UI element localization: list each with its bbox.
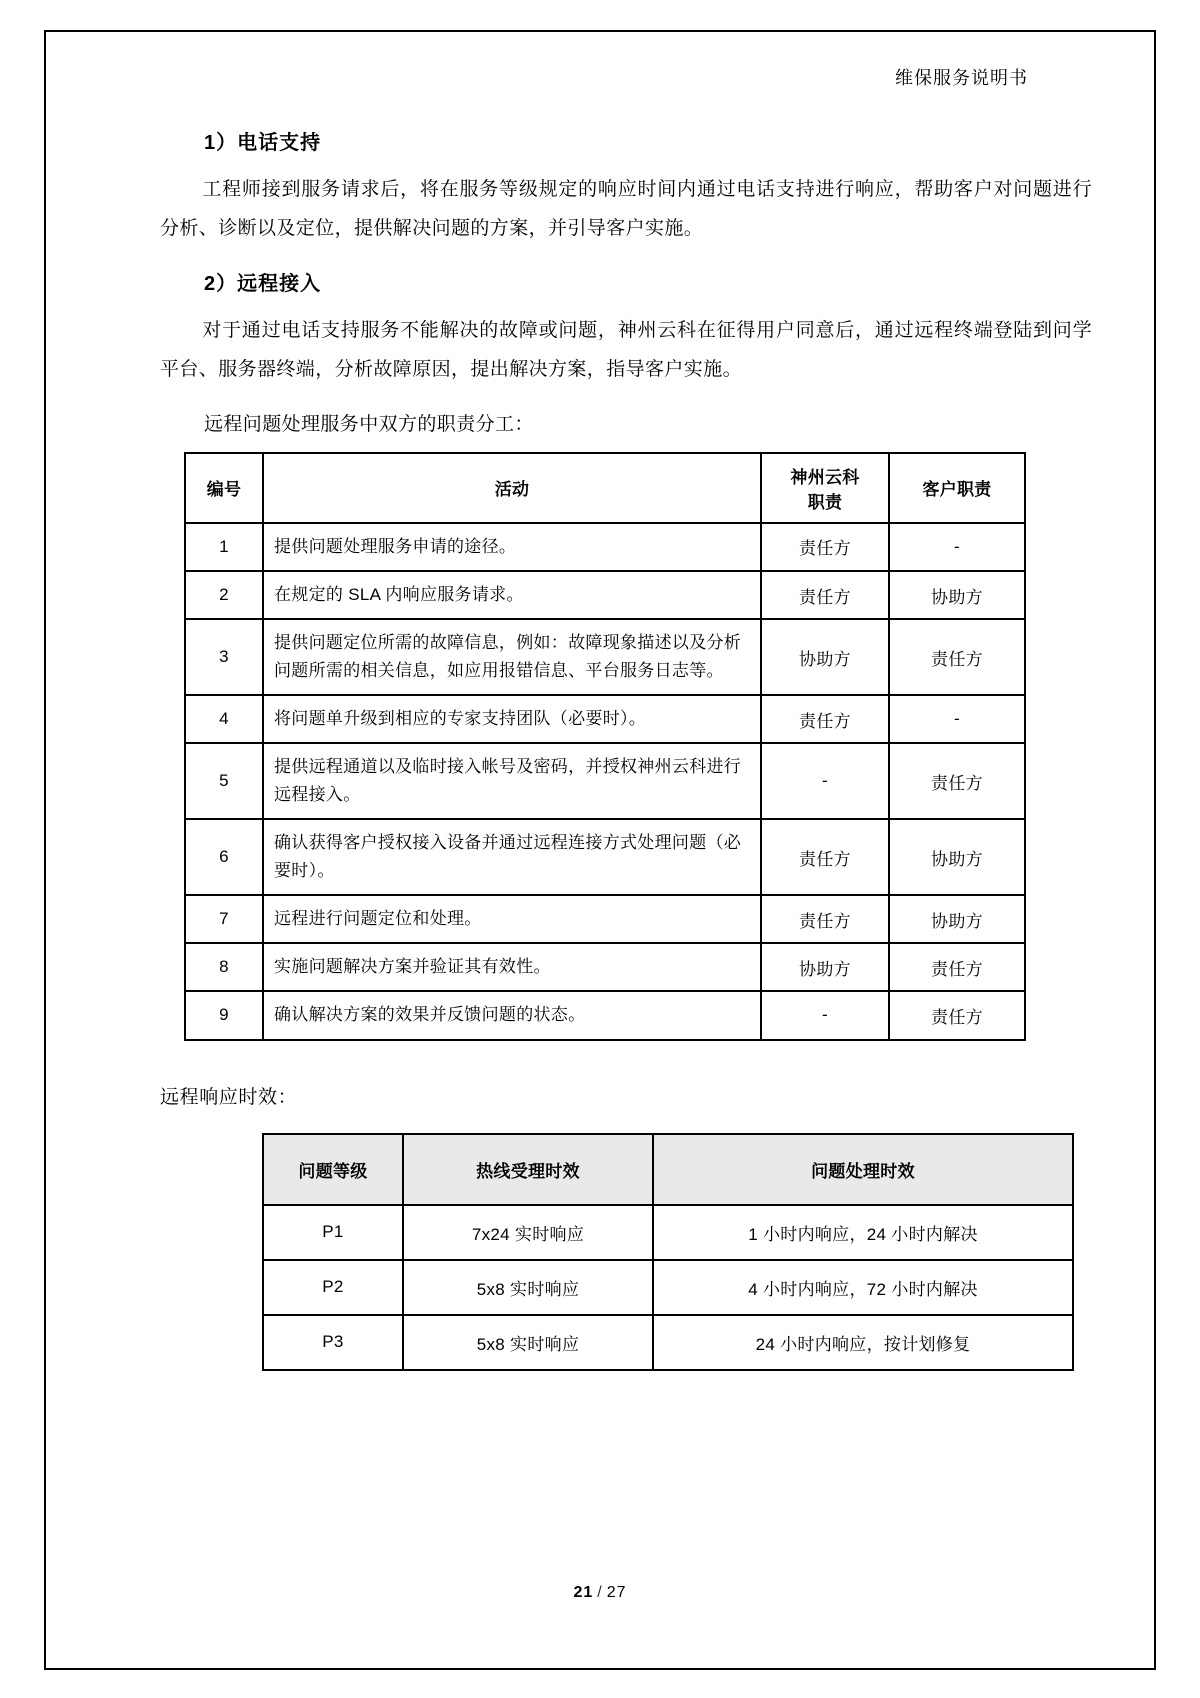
row-customer: 责任方 — [889, 991, 1025, 1039]
row-no: 7 — [185, 895, 263, 943]
section-paragraph-phone-support — [112, 171, 1092, 249]
row-customer: 责任方 — [889, 743, 1025, 819]
row-customer: 协助方 — [889, 571, 1025, 619]
page-content — [112, 64, 1092, 1371]
page-footer — [0, 1584, 1200, 1602]
table-row — [263, 1315, 1073, 1370]
table1-header-vendor — [761, 453, 889, 523]
row-hotline: 7x24 实时响应 — [403, 1205, 653, 1260]
table-header-row — [263, 1134, 1073, 1205]
row-activity: 将问题单升级到相应的专家支持团队（必要时）。 — [263, 695, 761, 743]
table1-header-vendor-line2: 职责 — [807, 492, 843, 512]
paragraph-text: 对于通过电话支持服务不能解决的故障或问题，神州云科在征得用户同意后，通过远程终端登陆到问学平台、服务器终端，分析故障原因，提出解决方案，指导客户实施。 — [160, 319, 1092, 380]
row-vendor: 责任方 — [761, 819, 889, 895]
table2-header-hotline: 热线受理时效 — [403, 1134, 653, 1205]
table1-header-activity: 活动 — [263, 453, 761, 523]
table-row — [185, 943, 1025, 991]
row-no: 8 — [185, 943, 263, 991]
responsibility-table — [184, 452, 1026, 1041]
row-vendor: 协助方 — [761, 619, 889, 695]
row-vendor: 责任方 — [761, 695, 889, 743]
row-no: 6 — [185, 819, 263, 895]
table-row — [263, 1205, 1073, 1260]
table-row — [185, 619, 1025, 695]
table2-header-level: 问题等级 — [263, 1134, 403, 1205]
row-no: 1 — [185, 523, 263, 571]
table-row — [185, 991, 1025, 1039]
footer-page-number: 21 — [573, 1584, 594, 1601]
table-row — [185, 695, 1025, 743]
row-level: P1 — [263, 1205, 403, 1260]
response-time-table — [262, 1133, 1074, 1371]
row-handling: 4 小时内响应，72 小时内解决 — [653, 1260, 1073, 1315]
row-level: P3 — [263, 1315, 403, 1370]
row-no: 4 — [185, 695, 263, 743]
row-customer: - — [889, 523, 1025, 571]
table-row — [185, 895, 1025, 943]
paragraph-text: 工程师接到服务请求后，将在服务等级规定的响应时间内通过电话支持进行响应，帮助客户对问题进行分析、诊断以及定位，提供解决问题的方案，并引导客户实施。 — [160, 179, 1092, 239]
row-vendor: 协助方 — [761, 943, 889, 991]
row-vendor: - — [761, 743, 889, 819]
row-customer: 责任方 — [889, 619, 1025, 695]
table-row — [185, 743, 1025, 819]
section-heading-phone-support: 1）电话支持 — [204, 132, 322, 154]
section-paragraph-remote-access — [112, 312, 1092, 390]
row-handling: 1 小时内响应，24 小时内解决 — [653, 1205, 1073, 1260]
footer-separator: / — [597, 1584, 603, 1601]
row-customer: - — [889, 695, 1025, 743]
table-row — [185, 571, 1025, 619]
table1-header-vendor-line1: 神州云科 — [790, 467, 860, 487]
row-no: 5 — [185, 743, 263, 819]
table-header-row — [185, 453, 1025, 523]
row-customer: 协助方 — [889, 895, 1025, 943]
row-vendor: 责任方 — [761, 523, 889, 571]
row-activity: 提供远程通道以及临时接入帐号及密码，并授权神州云科进行远程接入。 — [263, 743, 761, 819]
row-vendor: 责任方 — [761, 895, 889, 943]
row-activity: 提供问题定位所需的故障信息，例如：故障现象描述以及分析问题所需的相关信息，如应用报错信息、平台服务日志等。 — [263, 619, 761, 695]
table-row — [185, 523, 1025, 571]
row-activity: 确认获得客户授权接入设备并通过远程连接方式处理问题（必要时）。 — [263, 819, 761, 895]
row-activity: 在规定的 SLA 内响应服务请求。 — [263, 571, 761, 619]
row-handling: 24 小时内响应，按计划修复 — [653, 1315, 1073, 1370]
row-activity: 实施问题解决方案并验证其有效性。 — [263, 943, 761, 991]
row-activity: 远程进行问题定位和处理。 — [263, 895, 761, 943]
row-customer: 责任方 — [889, 943, 1025, 991]
row-no: 3 — [185, 619, 263, 695]
document-header-title: 维保服务说明书 — [895, 68, 1028, 88]
table1-header-customer: 客户职责 — [889, 453, 1025, 523]
row-level: P2 — [263, 1260, 403, 1315]
table-row — [185, 819, 1025, 895]
row-activity: 确认解决方案的效果并反馈问题的状态。 — [263, 991, 761, 1039]
row-customer: 协助方 — [889, 819, 1025, 895]
row-activity: 提供问题处理服务申请的途径。 — [263, 523, 761, 571]
row-no: 2 — [185, 571, 263, 619]
table1-lead-text: 远程问题处理服务中双方的职责分工： — [204, 413, 534, 435]
table-row — [263, 1260, 1073, 1315]
row-vendor: 责任方 — [761, 571, 889, 619]
table2-lead-text: 远程响应时效： — [160, 1086, 298, 1108]
row-vendor: - — [761, 991, 889, 1039]
row-hotline: 5x8 实时响应 — [403, 1315, 653, 1370]
row-no: 9 — [185, 991, 263, 1039]
section-heading-remote-access: 2）远程接入 — [204, 272, 322, 295]
table2-header-handling: 问题处理时效 — [653, 1134, 1073, 1205]
table1-header-no: 编号 — [185, 453, 263, 523]
footer-total-pages: 27 — [606, 1584, 627, 1601]
row-hotline: 5x8 实时响应 — [403, 1260, 653, 1315]
